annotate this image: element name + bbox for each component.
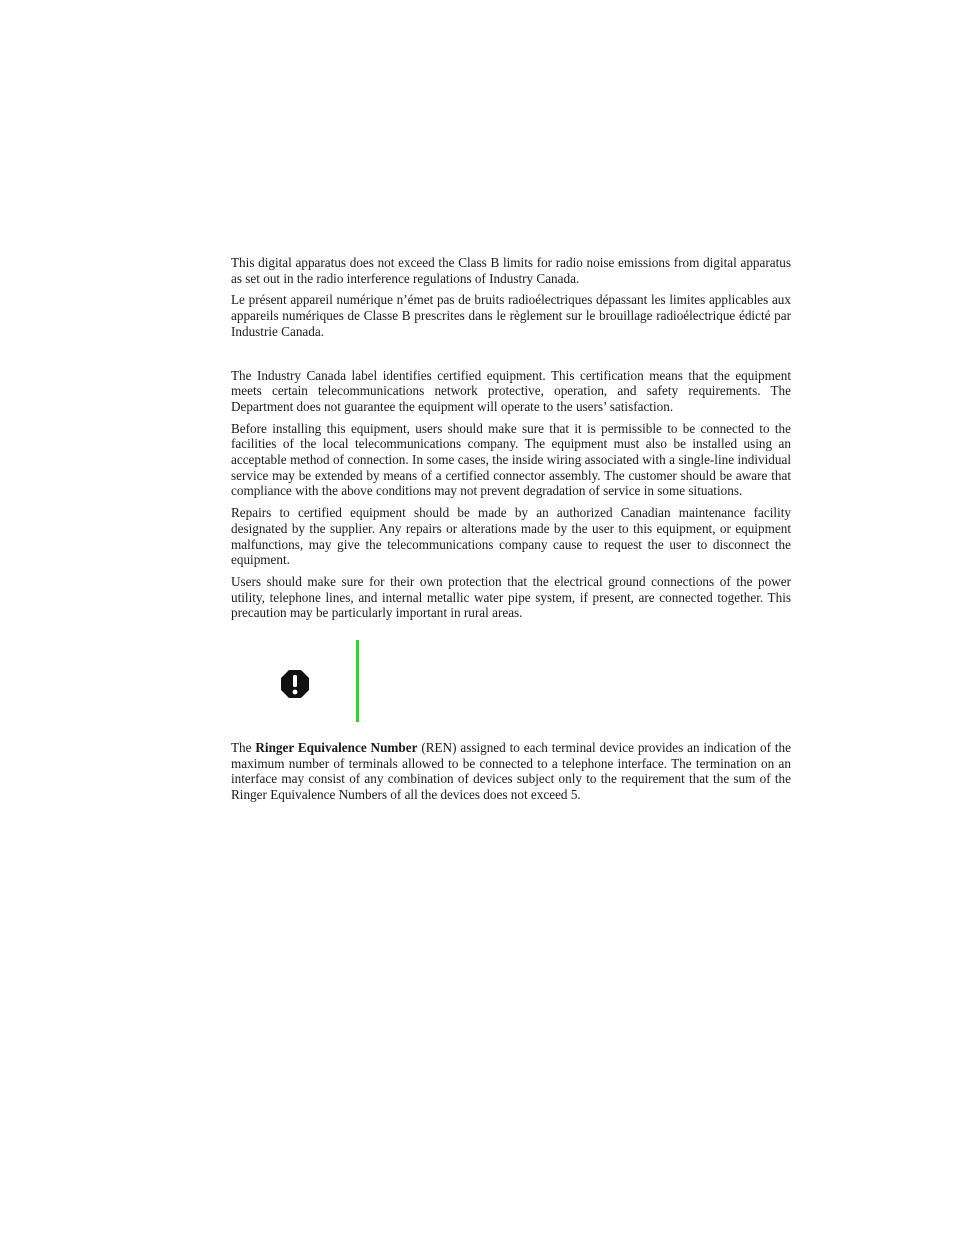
installation-paragraph: Before installing this equipment, users should make sure that it is permissible to be connected to the facilities of the local telecommunications company. The equipment must also be installed using an acceptable method of connection. In some cases, the inside wiring associated with a single-line individual service may be extended by means of a certified connector assembly. The customer should be aware that compliance with the above conditions may not prevent degradation of service in some situations. [231, 420, 791, 499]
repairs-paragraph: Repairs to certified equipment should be made by an authorized Canadian maintenance facility designated by the supplier. Any repairs or alterations made by the user to this equipment, or equipment malfunctions, may give the telecommunications company cause to request the user to disconnect the equipment. [231, 505, 791, 568]
warning-divider-bar [356, 640, 359, 722]
warning-block [231, 640, 791, 722]
ren-paragraph [231, 740, 791, 803]
warning-octagon-icon [280, 669, 310, 699]
class-b-english-paragraph: This digital apparatus does not exceed the Class B limits for radio noise emissions from digital apparatus as set out in the radio interference regulations of Industry Canada. [231, 255, 791, 286]
grounding-paragraph: Users should make sure for their own protection that the electrical ground connections of the power utility, telephone lines, and internal metallic water pipe system, if present, are connected together. This precaution may be particularly important in rural areas. [231, 573, 791, 621]
class-b-french-paragraph: Le présent appareil numérique n’émet pas de bruits radioélectriques dépassant les limites applicables aux appareils numériques de Classe B prescrites dans le règlement sur le brouillage radioélectrique édicté par Industrie Canada. [231, 292, 791, 339]
document-body [231, 255, 791, 809]
ren-prefix: The [231, 740, 256, 756]
section-gap [231, 346, 791, 368]
certification-paragraph: The Industry Canada label identifies certified equipment. This certification means that the equipment meets certain telecommunications network protective, operation, and safety requirements. The Department does not guarantee the equipment will operate to the users’ satisfaction. [231, 367, 791, 414]
ren-term: Ringer Equivalence Number [255, 740, 418, 756]
ren-body: (REN) assigned to each terminal device provides an indication of the maximum number of terminals allowed to be connected to a telephone interface. The termination on an interface may consist of any combination of devices subject only to the requirement that the sum of the Ringer Equivalence Numbers of all the devices does not exceed 5. [231, 740, 791, 803]
